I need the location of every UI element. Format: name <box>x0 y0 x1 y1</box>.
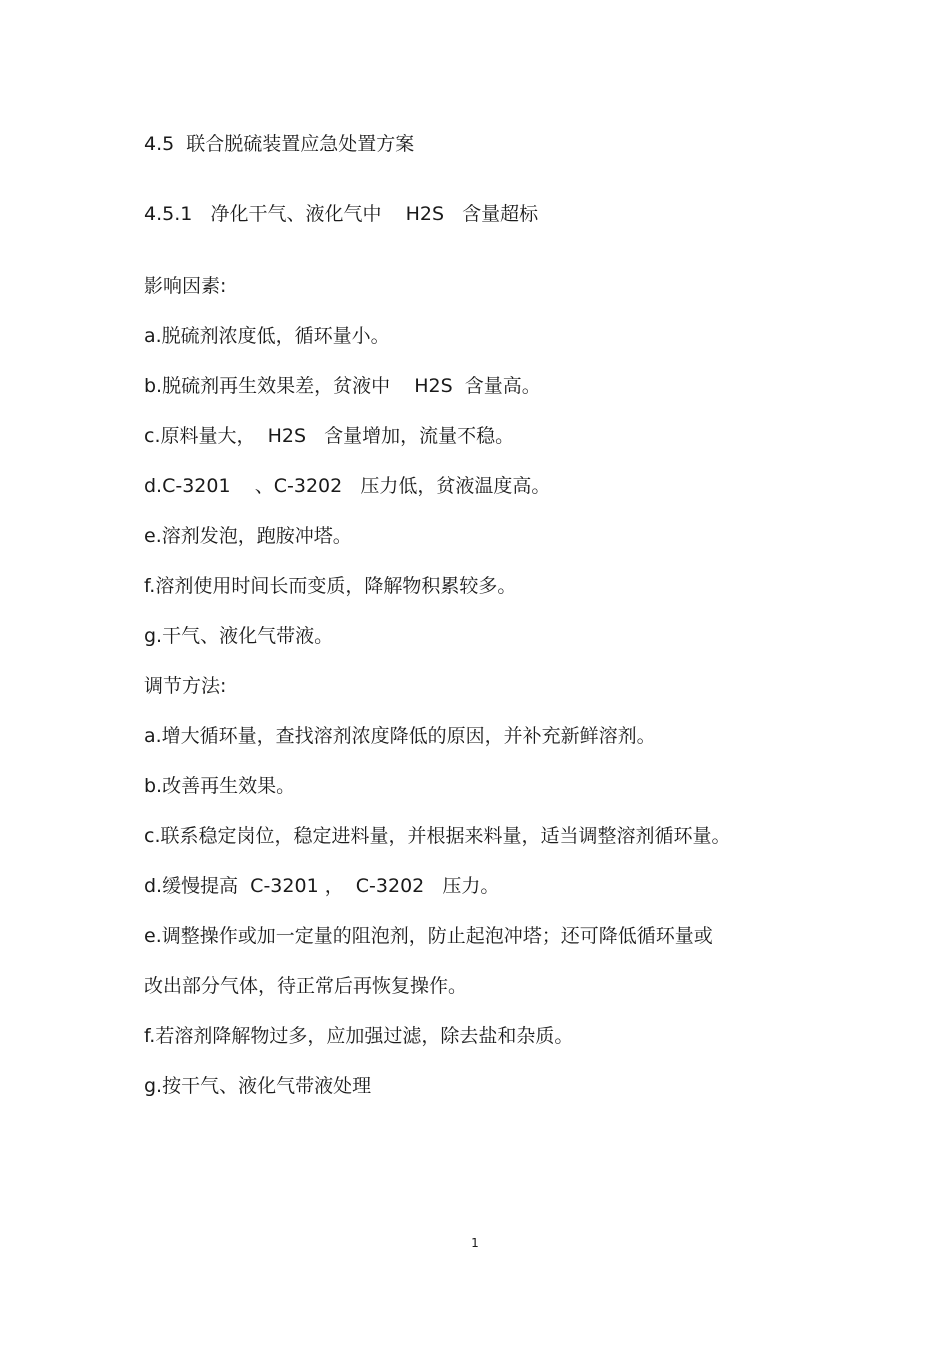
page-number: 1 <box>471 1236 479 1250</box>
factor-item-g: g.干气、液化气带液。 <box>144 625 334 647</box>
method-item-c: c.联系稳定岗位，稳定进料量，并根据来料量，适当调整溶剂循环量。 <box>144 825 731 847</box>
methods-heading: 调节方法: <box>144 675 227 697</box>
subsection-title: 4.5.1 净化干气、液化气中 H2S 含量超标 <box>144 203 539 225</box>
method-item-a: a.增大循环量，查找溶剂浓度降低的原因，并补充新鲜溶剂。 <box>144 725 656 747</box>
factor-item-f: f.溶剂使用时间长而变质，降解物积累较多。 <box>144 575 517 597</box>
factor-item-c: c.原料量大， H2S 含量增加，流量不稳。 <box>144 425 515 447</box>
factor-item-e: e.溶剂发泡，跑胺冲塔。 <box>144 525 352 547</box>
factor-item-d: d.C-3201 、C-3202 压力低，贫液温度高。 <box>144 475 551 497</box>
method-item-d: d.缓慢提高 C-3201 ， C-3202 压力。 <box>144 875 500 897</box>
factor-item-b: b.脱硫剂再生效果差，贫液中 H2S 含量高。 <box>144 375 541 397</box>
section-title: 4.5 联合脱硫装置应急处置方案 <box>144 133 415 155</box>
factor-item-a: a.脱硫剂浓度低，循环量小。 <box>144 325 390 347</box>
method-item-g: g.按干气、液化气带液处理 <box>144 1075 372 1097</box>
factors-heading: 影响因素: <box>144 275 227 297</box>
method-item-e-continued: 改出部分气体，待正常后再恢复操作。 <box>144 975 468 997</box>
method-item-b: b.改善再生效果。 <box>144 775 296 797</box>
method-item-f: f.若溶剂降解物过多，应加强过滤，除去盐和杂质。 <box>144 1025 574 1047</box>
method-item-e: e.调整操作或加一定量的阻泡剂，防止起泡冲塔；还可降低循环量或 <box>144 925 713 947</box>
